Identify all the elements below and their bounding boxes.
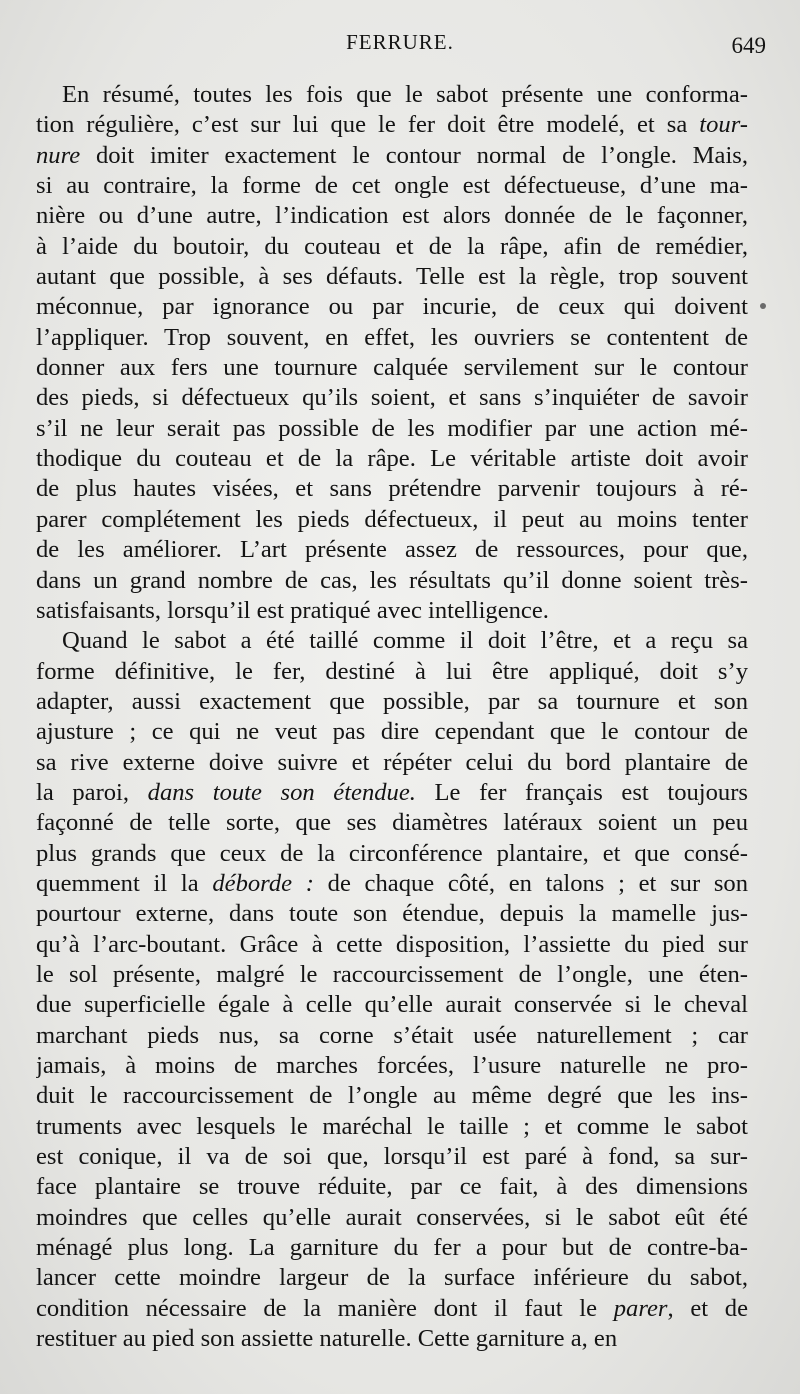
text-run: , et de — [667, 1294, 748, 1322]
text-line — [36, 596, 748, 626]
text-run: ménagé plus long. La garniture du fer a pour but de contre-ba- — [36, 1234, 748, 1262]
text-run: lancer cette moindre largeur de la surface inférieure du sabot, — [36, 1264, 748, 1292]
text-run: autant que possible, à ses défauts. Telle est la règle, trop souvent — [36, 263, 748, 291]
text-run: la paroi, — [36, 778, 148, 806]
text-line — [36, 626, 748, 656]
text-line — [36, 1142, 748, 1172]
text-line — [36, 171, 748, 201]
text-run: doit imiter exactement le contour normal de l’ongle. Mais, — [80, 141, 748, 169]
text-run: de les améliorer. L’art présente assez de ressources, pour que, — [36, 536, 748, 564]
text-run: jamais, à moins de marches forcées, l’usure naturelle ne pro- — [36, 1052, 748, 1079]
text-line — [36, 292, 748, 322]
text-line — [36, 414, 748, 444]
text-line — [36, 110, 748, 140]
text-line — [36, 141, 748, 171]
text-run: l’appliquer. Trop souvent, en effet, les ouvriers se contentent de — [36, 323, 748, 351]
text-run: condition nécessaire de la manière dont il faut le — [36, 1294, 614, 1322]
text-run: truments avec lesquels le maréchal le taille ; et comme le sabot — [36, 1112, 748, 1140]
text-line — [36, 687, 748, 717]
text-line — [36, 232, 748, 262]
text-run: ajusture ; ce qui ne veut pas dire cependant que le contour de — [36, 718, 748, 746]
page-header — [0, 30, 800, 64]
text-run: due superficielle égale à celle qu’elle aurait conservée si le cheval — [36, 991, 748, 1019]
italic-text: tour- — [699, 111, 748, 139]
text-line — [36, 930, 748, 960]
text-line — [36, 717, 748, 747]
text-run: donner aux fers une tournure calquée servilement sur le contour — [36, 354, 748, 382]
text-run: forme définitive, le fer, destiné à lui être appliqué, doit s’y — [36, 657, 748, 685]
text-line — [36, 990, 748, 1020]
text-line — [36, 566, 748, 596]
text-run: est conique, il va de soi que, lorsqu’il est paré à fond, sa sur- — [36, 1143, 748, 1171]
page-number: 649 — [731, 33, 766, 58]
text-run: nière ou d’une autre, l’indication est alors donnée de le façonner, — [36, 202, 748, 230]
text-line — [36, 869, 748, 899]
text-line — [36, 262, 748, 292]
ink-speck — [760, 303, 766, 309]
text-line — [36, 657, 748, 687]
italic-text: dans toute son étendue. — [147, 778, 416, 806]
text-line — [36, 383, 748, 413]
text-run: façonné de telle sorte, que ses diamètres latéraux soient un peu — [36, 809, 748, 837]
text-run: tion régulière, c’est sur lui que le fer doit être modelé, et sa — [36, 111, 700, 139]
text-run: dans un grand nombre de cas, les résultats qu’il donne soient très- — [36, 566, 748, 594]
text-line — [36, 505, 748, 535]
text-line — [36, 1294, 748, 1324]
text-run: duit le raccourcissement de l’ongle au même degré que les ins- — [36, 1082, 748, 1110]
text-line — [36, 444, 748, 474]
text-run: face plantaire se trouve réduite, par ce fait, à des dimensions — [36, 1173, 748, 1201]
text-line — [36, 323, 748, 353]
text-line — [36, 201, 748, 231]
text-line — [36, 1263, 748, 1293]
text-run: plus grands que ceux de la circonférence plantaire, et que consé- — [36, 839, 748, 867]
italic-text: déborde : — [212, 869, 314, 897]
text-line — [36, 1233, 748, 1263]
text-line — [36, 808, 748, 838]
text-line — [36, 778, 748, 808]
text-run: méconnue, par ignorance ou par incurie, de ceux qui doivent — [36, 293, 748, 321]
text-run: le sol présente, malgré le raccourcissement de l’ongle, une éten- — [36, 960, 748, 988]
running-title: FERRURE. — [346, 30, 454, 54]
text-run: de chaque côté, en talons ; et sur son — [313, 869, 748, 897]
text-run: parer complétement les pieds défectueux, il peut au moins tenter — [36, 505, 748, 533]
text-line — [36, 535, 748, 565]
text-run: des pieds, si défectueux qu’ils soient, et sans s’inquiéter de savoir — [36, 384, 748, 412]
text-run: s’il ne leur serait pas possible de les modifier par une action mé- — [36, 414, 748, 442]
text-line — [36, 960, 748, 990]
text-run: à l’aide du boutoir, du couteau et de la râpe, afin de remédier, — [36, 232, 748, 260]
text-line — [36, 748, 748, 778]
text-run: Le fer français est toujours — [415, 778, 748, 806]
text-line — [36, 353, 748, 383]
text-line — [36, 1112, 748, 1142]
text-line — [36, 899, 748, 929]
text-line — [36, 1021, 748, 1051]
text-run: adapter, aussi exactement que possible, par sa tournure et son — [36, 687, 748, 715]
text-line — [36, 474, 748, 504]
text-run: marchant pieds nus, sa corne s’était usée naturellement ; car — [36, 1021, 748, 1049]
text-run: restituer au pied son assiette naturelle. Cette garniture a, en — [36, 1325, 618, 1353]
text-run: satisfaisants, lorsqu’il est pratiqué avec intelligence. — [36, 596, 549, 624]
text-run: moindres que celles qu’elle aurait conservées, si le sabot eût été — [36, 1203, 748, 1231]
text-line — [36, 1172, 748, 1202]
text-run: de plus hautes visées, et sans prétendre parvenir toujours à ré- — [36, 475, 748, 503]
text-line — [36, 1051, 748, 1081]
text-line — [36, 1081, 748, 1111]
text-run: qu’à l’arc-boutant. Grâce à cette disposition, l’assiette du pied sur — [36, 930, 748, 958]
text-line — [36, 1203, 748, 1233]
body-text — [36, 80, 748, 1354]
italic-text: parer — [613, 1294, 668, 1322]
text-run: Quand le sabot a été taillé comme il doit l’être, et a reçu sa — [62, 627, 748, 655]
text-run: En résumé, toutes les fois que le sabot présente une conforma- — [62, 81, 748, 108]
text-run: thodique du couteau et de la râpe. Le véritable artiste doit avoir — [36, 445, 748, 473]
text-run: pourtour externe, dans toute son étendue, depuis la mamelle jus- — [36, 900, 748, 928]
text-line — [36, 1324, 748, 1354]
text-run: quemment il la — [36, 869, 213, 897]
paragraph — [36, 80, 748, 626]
italic-text: nure — [36, 141, 81, 169]
text-line — [36, 839, 748, 869]
text-line — [36, 80, 748, 110]
paragraph — [36, 626, 748, 1354]
text-run: si au contraire, la forme de cet ongle est défectueuse, d’une ma- — [36, 172, 748, 200]
text-run: sa rive externe doive suivre et répéter celui du bord plantaire de — [36, 748, 748, 776]
